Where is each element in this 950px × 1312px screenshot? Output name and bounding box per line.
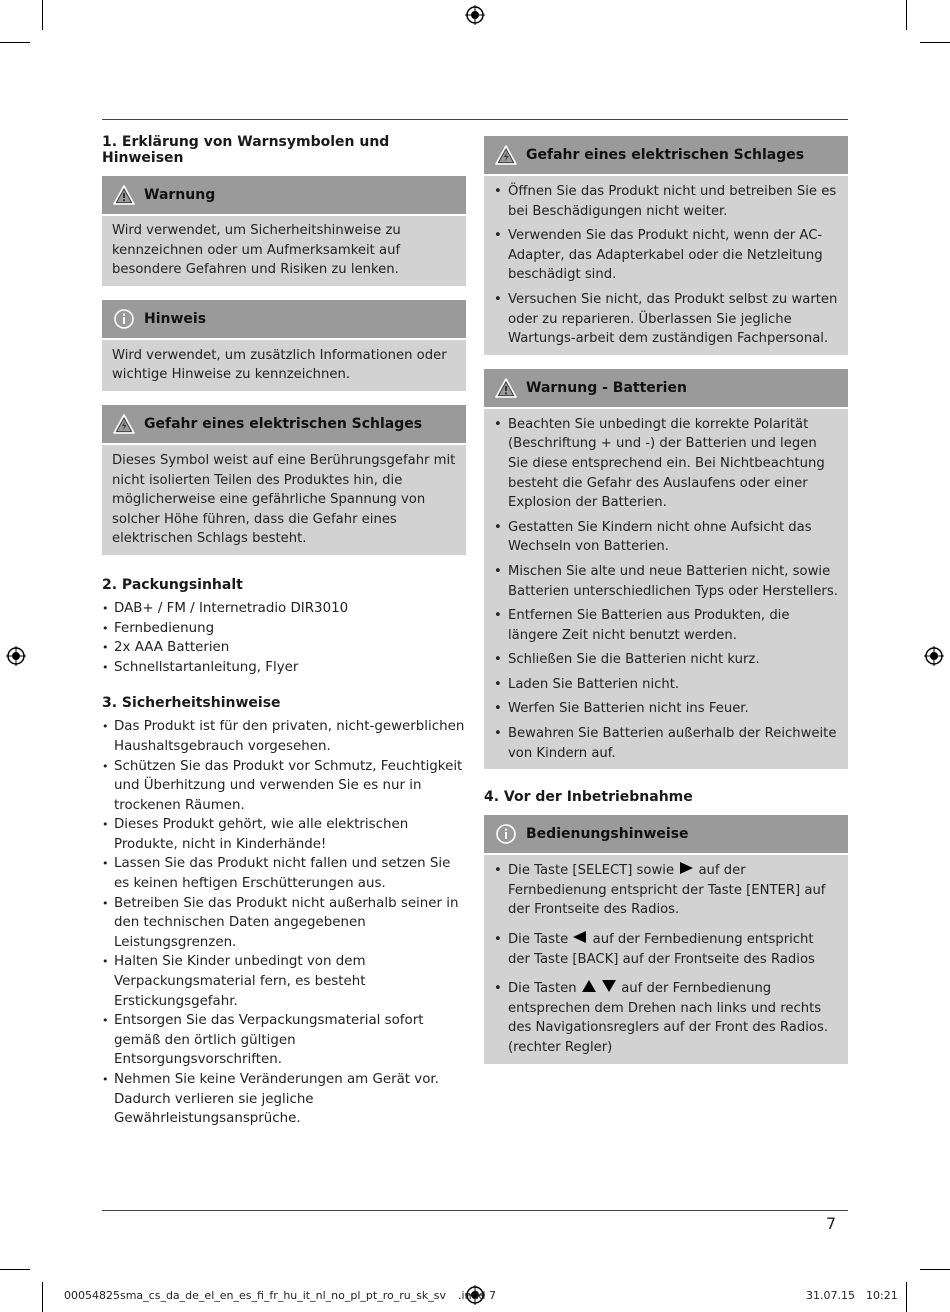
hinweis-box-header: [102, 300, 466, 340]
list-item: • Entsorgen Sie das Verpackungsmaterial sofort gemäß den örtlich gültigen Entsorgungsvorschriften.: [102, 1011, 466, 1070]
list-item: [494, 930, 838, 969]
bedienung-body: [484, 855, 848, 1063]
list-item: • Das Produkt ist für den privaten, nicht-gewerblichen Haushaltsgebrauch vorgesehen.: [102, 717, 466, 756]
page-number: 7: [826, 1214, 837, 1233]
play-right-icon: [678, 861, 694, 875]
crop-mark: [42, 0, 43, 30]
warning-triangle-icon: [112, 184, 136, 206]
gefahr-right-box-header: [484, 136, 848, 176]
list-item: • Lassen Sie das Produkt nicht fallen und setzen Sie es keinen heftigen Erschütterungen aus.: [102, 854, 466, 893]
warnung-box: [102, 176, 466, 286]
list-item: • Halten Sie Kinder unbedingt von dem Verpackungsmaterial fern, es besteht Erstickungsgefahr.: [102, 952, 466, 1011]
list-item: • Verwenden Sie das Produkt nicht, wenn der AC-Adapter, das Adapterkabel oder die Netzleitung beschädigt sind.: [494, 226, 838, 285]
bedienung-box: [484, 815, 848, 1063]
batterien-body: [484, 409, 848, 770]
packungsinhalt-list: [102, 599, 466, 677]
crop-mark: [906, 0, 907, 30]
gefahr-text: Dieses Symbol weist auf eine Berührungsgefahr mit nicht isolierten Teilen des Produktes hin, die möglicherweise eine gefährliche Spannung von solcher Höhe führen, dass die Gefahr eines elektrischen Schlags besteht.: [112, 452, 456, 547]
hinweis-box: [102, 300, 466, 391]
item-text: auf der Fernbedienung entspricht der Taste [ENTER] auf der Frontseite des Radios.: [508, 863, 826, 918]
list-item: • Mischen Sie alte und neue Batterien nicht, sowie Batterien unterschiedlichen Typs oder Herstellers.: [494, 562, 838, 601]
list-item: • Entfernen Sie Batterien aus Produkten, die längere Zeit nicht benutzt werden.: [494, 606, 838, 645]
list-item: • Betreiben Sie das Produkt nicht außerhalb seiner in den technischen Daten angegebenen Leistungsgrenzen.: [102, 894, 466, 953]
item-text: auf der Fernbedienung entspricht der Taste [BACK] auf der Frontseite des Radios: [508, 932, 815, 967]
crop-mark: [920, 42, 950, 43]
slug-filename-part: 00054825sma_cs_da_de_el_en_es_fi_fr_hu_it_nl_no_pl_pt_ro_ru_sk_sv: [64, 1289, 447, 1302]
list-item: • Öffnen Sie das Produkt nicht und betreiben Sie es bei Beschädigungen nicht weiter.: [494, 182, 838, 221]
gefahr-right-box: [484, 136, 848, 355]
warnung-title: Warnung: [144, 187, 216, 203]
play-left-icon: [572, 930, 588, 944]
gefahr-box-header: [102, 405, 466, 445]
electric-shock-warning-icon: [112, 413, 136, 435]
section-2-heading: 2. Packungsinhalt: [102, 576, 243, 593]
footer-rule: [102, 1210, 848, 1211]
list-item: • Gestatten Sie Kindern nicht ohne Aufsicht das Wechseln von Batterien.: [494, 518, 838, 557]
item-text: Die Taste [SELECT] sowie: [508, 863, 675, 879]
sicherheitshinweise-list: [102, 717, 466, 1128]
crop-mark: [42, 1282, 43, 1312]
list-item: • Bewahren Sie Batterien außerhalb der Reichweite von Kindern auf.: [494, 724, 838, 763]
section-1-heading: 1. Erklärung von Warnsymbolen und Hinweisen: [102, 134, 390, 166]
arrow-down-icon: [601, 979, 617, 993]
hinweis-title: Hinweis: [144, 310, 207, 327]
slug-date: 31.07.15: [806, 1289, 855, 1302]
arrow-up-icon: [581, 979, 597, 993]
registration-mark-icon: [465, 5, 485, 25]
list-item: • 2x AAA Batterien: [102, 638, 466, 658]
gefahr-title: Gefahr eines elektrischen Schlages: [144, 415, 423, 432]
list-item: • Fernbedienung: [102, 619, 466, 639]
list-item: • DAB+ / FM / Internetradio DIR3010: [102, 599, 466, 619]
hinweis-text: Wird verwendet, um zusätzlich Informationen oder wichtige Hinweise zu kennzeichnen.: [112, 347, 447, 383]
list-item: • Laden Sie Batterien nicht.: [494, 675, 838, 695]
slug-filename-part: .indd 7: [458, 1289, 497, 1302]
slug-time: 10:21: [866, 1289, 898, 1302]
list-item: • Schließen Sie die Batterien nicht kurz.: [494, 650, 838, 670]
crop-mark: [920, 1269, 950, 1270]
batterien-title: Warnung - Batterien: [526, 379, 687, 396]
section-3-heading: 3. Sicherheitshinweise: [102, 695, 281, 712]
warnung-box-header: [102, 176, 466, 216]
registration-mark-icon: [924, 646, 944, 666]
list-item: • Beachten Sie unbedingt die korrekte Polarität (Beschriftung + und -) der Batterien und legen Sie diese entsprechend ein. Bei Nichtbeachtung besteht die Gefahr des Auslaufens oder einer Explosion der Batterien.: [494, 415, 838, 513]
gefahr-box: [102, 405, 466, 555]
batterien-box-header: [484, 369, 848, 409]
gefahr-right-body: [484, 176, 848, 355]
crop-mark: [0, 1269, 30, 1270]
electric-shock-warning-icon: [494, 144, 518, 166]
section-4-heading: 4. Vor der Inbetriebnahme: [484, 789, 693, 806]
info-icon: [112, 308, 136, 330]
registration-mark-icon: [6, 646, 26, 666]
header-rule: [102, 119, 848, 120]
bedienung-title: Bedienungshinweise: [526, 826, 689, 843]
crop-mark: [906, 1282, 907, 1312]
list-item: • Nehmen Sie keine Veränderungen am Gerät vor. Dadurch verlieren sie jegliche Gewährleistungsansprüche.: [102, 1070, 466, 1129]
info-icon: [494, 823, 518, 845]
right-column: [484, 136, 848, 1064]
left-column: [102, 134, 466, 1129]
item-text: auf der Fernbedienung entsprechen dem Drehen nach links und rechts des Navigationsreglers auf der Front des Radios. (rechter Regler): [508, 981, 829, 1055]
list-item: [494, 861, 838, 920]
list-item: • Schnellstartanleitung, Flyer: [102, 658, 466, 678]
item-text: Die Taste: [508, 932, 569, 948]
gefahr-right-title: Gefahr eines elektrischen Schlages: [526, 147, 805, 163]
warnung-text: Wird verwendet, um Sicherheitshinweise zu kennzeichnen oder um Aufmerksamkeit auf besondere Gefahren und Risiken zu lenken.: [112, 223, 401, 278]
list-item: • Werfen Sie Batterien nicht ins Feuer.: [494, 699, 838, 719]
list-item: • Schützen Sie das Produkt vor Schmutz, Feuchtigkeit und Überhitzung und verwenden Sie es nur in trockenen Räumen.: [102, 757, 466, 816]
list-item: [494, 979, 838, 1057]
list-item: • Dieses Produkt gehört, wie alle elektrischen Produkte, nicht in Kinderhände!: [102, 815, 466, 854]
warning-triangle-icon: [494, 377, 518, 399]
crop-mark: [0, 42, 30, 43]
item-text: Die Tasten: [508, 981, 577, 997]
list-item: • Versuchen Sie nicht, das Produkt selbst zu warten oder zu reparieren. Überlassen Sie jegliche Wartungs-arbeit dem zuständigen Fachpersonal.: [494, 290, 838, 349]
slug-filename: [64, 1289, 496, 1302]
bedienung-box-header: [484, 815, 848, 855]
batterien-box: [484, 369, 848, 770]
